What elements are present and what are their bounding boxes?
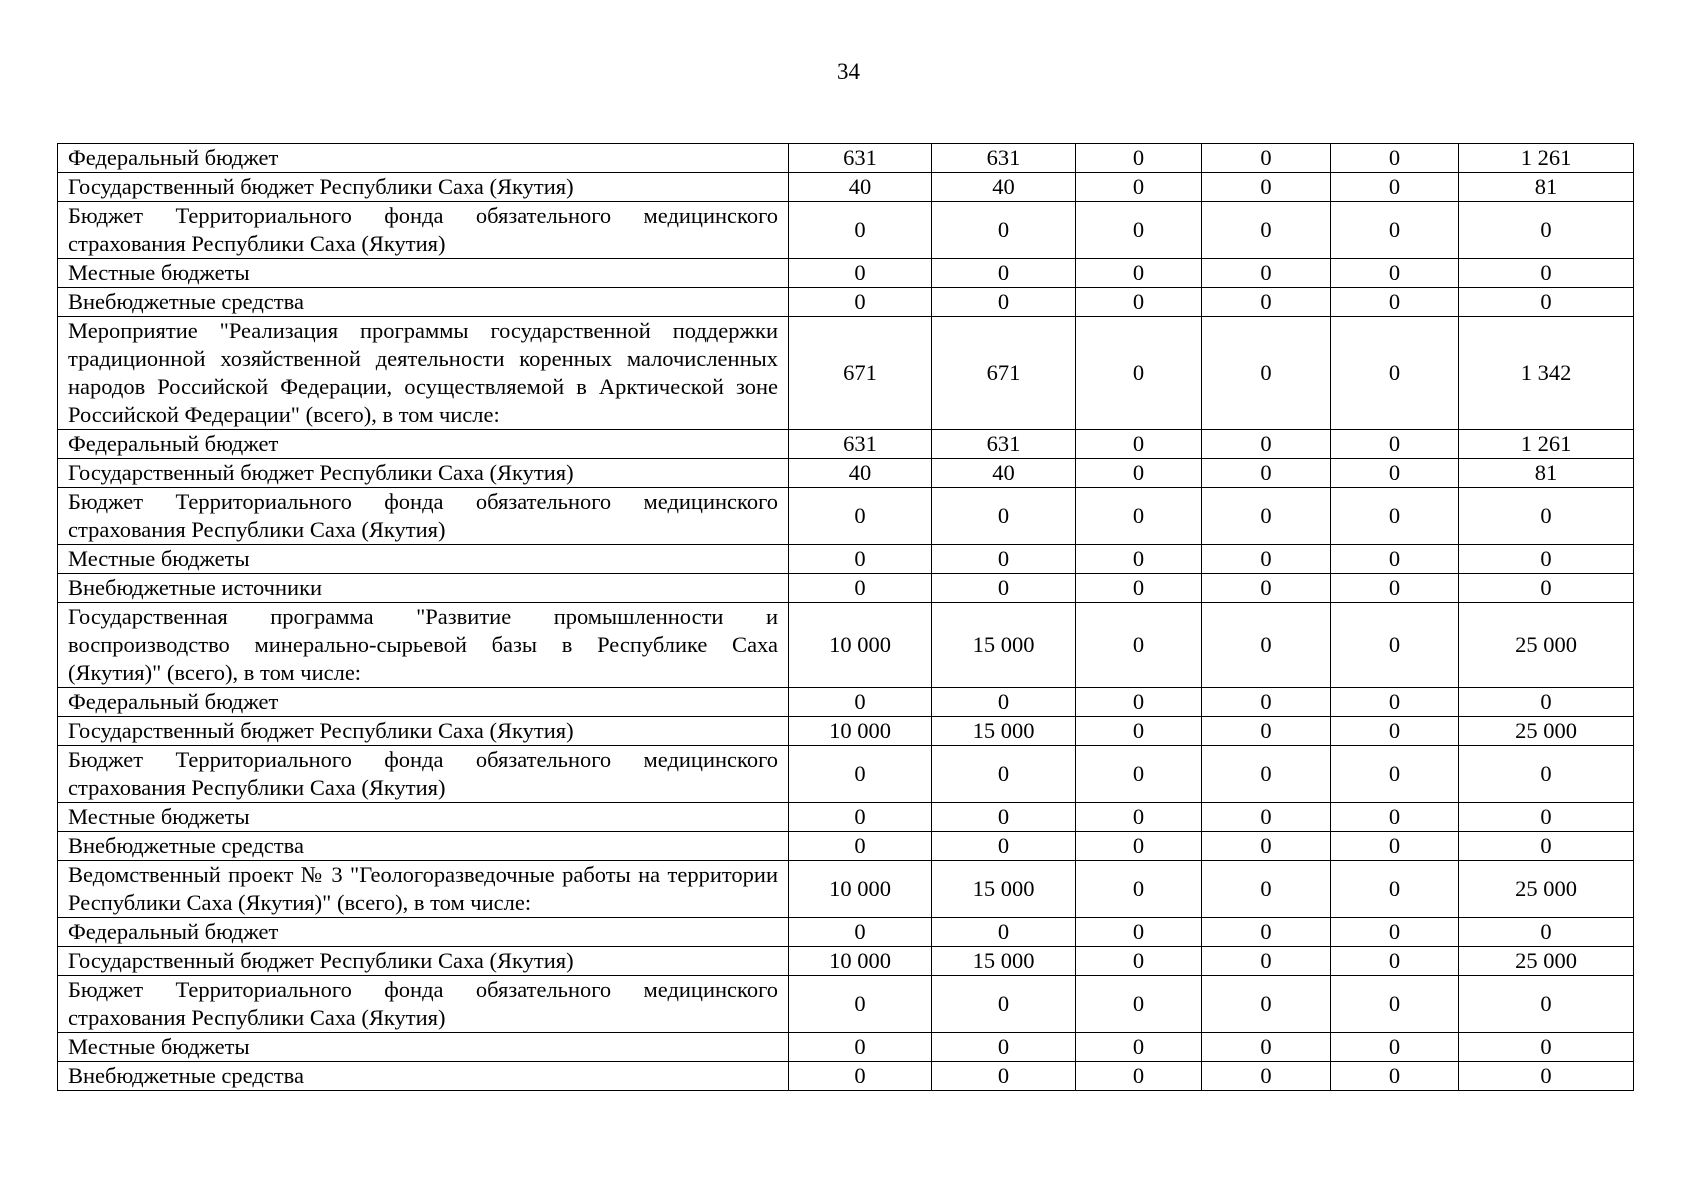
table-row xyxy=(58,202,1634,259)
value-cell: 0 xyxy=(932,574,1076,603)
table-row xyxy=(58,317,1634,430)
value-cell: 0 xyxy=(1076,144,1202,173)
value-cell: 0 xyxy=(1076,430,1202,459)
value-cell: 0 xyxy=(789,688,932,717)
value-cell: 0 xyxy=(1076,288,1202,317)
value-cell: 40 xyxy=(789,459,932,488)
value-cell: 0 xyxy=(1076,574,1202,603)
value-cell: 0 xyxy=(1202,717,1331,746)
value-cell: 0 xyxy=(789,545,932,574)
value-cell: 0 xyxy=(1202,976,1331,1033)
value-cell: 0 xyxy=(1331,259,1459,288)
value-cell: 0 xyxy=(1459,259,1634,288)
value-cell: 0 xyxy=(1331,288,1459,317)
value-cell: 25 000 xyxy=(1459,861,1634,918)
table-row xyxy=(58,803,1634,832)
value-cell: 0 xyxy=(1331,144,1459,173)
value-cell: 0 xyxy=(1202,488,1331,545)
value-cell: 0 xyxy=(1459,976,1634,1033)
value-cell: 0 xyxy=(1331,488,1459,545)
value-cell: 15 000 xyxy=(932,861,1076,918)
table-row xyxy=(58,459,1634,488)
value-cell: 0 xyxy=(1202,173,1331,202)
value-cell: 0 xyxy=(1331,430,1459,459)
value-cell: 0 xyxy=(1076,803,1202,832)
value-cell: 0 xyxy=(1076,688,1202,717)
table-row xyxy=(58,488,1634,545)
table-row xyxy=(58,144,1634,173)
table-row xyxy=(58,288,1634,317)
value-cell: 0 xyxy=(932,803,1076,832)
value-cell: 1 342 xyxy=(1459,317,1634,430)
row-label: Федеральный бюджет xyxy=(58,918,789,947)
row-label: Местные бюджеты xyxy=(58,1033,789,1062)
value-cell: 0 xyxy=(1202,1033,1331,1062)
budget-table xyxy=(57,143,1634,1091)
value-cell: 631 xyxy=(932,144,1076,173)
value-cell: 631 xyxy=(932,430,1076,459)
value-cell: 0 xyxy=(1459,574,1634,603)
value-cell: 1 261 xyxy=(1459,144,1634,173)
value-cell: 0 xyxy=(1331,1062,1459,1091)
value-cell: 0 xyxy=(1076,488,1202,545)
value-cell: 25 000 xyxy=(1459,603,1634,688)
value-cell: 0 xyxy=(1076,202,1202,259)
value-cell: 0 xyxy=(1331,861,1459,918)
value-cell: 0 xyxy=(789,803,932,832)
value-cell: 0 xyxy=(1202,288,1331,317)
table-row xyxy=(58,832,1634,861)
value-cell: 0 xyxy=(1202,574,1331,603)
value-cell: 0 xyxy=(1202,803,1331,832)
value-cell: 0 xyxy=(1076,603,1202,688)
value-cell: 15 000 xyxy=(932,947,1076,976)
value-cell: 0 xyxy=(1331,574,1459,603)
value-cell: 0 xyxy=(1202,688,1331,717)
value-cell: 40 xyxy=(932,459,1076,488)
value-cell: 0 xyxy=(1331,832,1459,861)
value-cell: 25 000 xyxy=(1459,947,1634,976)
value-cell: 10 000 xyxy=(789,861,932,918)
value-cell: 0 xyxy=(1459,202,1634,259)
value-cell: 0 xyxy=(789,918,932,947)
row-label: Государственный бюджет Республики Саха (Якутия) xyxy=(58,947,789,976)
row-label: Федеральный бюджет xyxy=(58,144,789,173)
value-cell: 0 xyxy=(1076,1062,1202,1091)
row-label: Федеральный бюджет xyxy=(58,688,789,717)
value-cell: 0 xyxy=(1076,459,1202,488)
row-label: Бюджет Территориального фонда обязательного медицинского страхования Республики Саха (Якутия) xyxy=(58,202,789,259)
value-cell: 0 xyxy=(1076,1033,1202,1062)
value-cell: 631 xyxy=(789,430,932,459)
value-cell: 0 xyxy=(789,746,932,803)
row-label: Внебюджетные средства xyxy=(58,832,789,861)
value-cell: 0 xyxy=(1459,688,1634,717)
value-cell: 0 xyxy=(932,202,1076,259)
row-label: Внебюджетные средства xyxy=(58,288,789,317)
value-cell: 0 xyxy=(1459,803,1634,832)
value-cell: 0 xyxy=(789,1062,932,1091)
value-cell: 1 261 xyxy=(1459,430,1634,459)
row-label: Местные бюджеты xyxy=(58,259,789,288)
table-row xyxy=(58,1062,1634,1091)
value-cell: 0 xyxy=(1076,832,1202,861)
value-cell: 0 xyxy=(1076,259,1202,288)
table-row xyxy=(58,688,1634,717)
value-cell: 0 xyxy=(932,918,1076,947)
value-cell: 81 xyxy=(1459,459,1634,488)
value-cell: 0 xyxy=(932,259,1076,288)
row-label: Государственный бюджет Республики Саха (Якутия) xyxy=(58,717,789,746)
value-cell: 0 xyxy=(1076,918,1202,947)
value-cell: 40 xyxy=(789,173,932,202)
table-row xyxy=(58,603,1634,688)
value-cell: 0 xyxy=(1331,717,1459,746)
table-row xyxy=(58,746,1634,803)
table-row xyxy=(58,259,1634,288)
value-cell: 0 xyxy=(1331,1033,1459,1062)
value-cell: 0 xyxy=(932,545,1076,574)
value-cell: 0 xyxy=(1331,173,1459,202)
value-cell: 0 xyxy=(1331,202,1459,259)
value-cell: 0 xyxy=(1202,918,1331,947)
value-cell: 0 xyxy=(1202,603,1331,688)
value-cell: 81 xyxy=(1459,173,1634,202)
value-cell: 0 xyxy=(1076,173,1202,202)
value-cell: 0 xyxy=(789,832,932,861)
value-cell: 0 xyxy=(1202,545,1331,574)
row-label: Федеральный бюджет xyxy=(58,430,789,459)
table-row xyxy=(58,861,1634,918)
value-cell: 0 xyxy=(1076,746,1202,803)
value-cell: 0 xyxy=(789,259,932,288)
value-cell: 0 xyxy=(789,488,932,545)
value-cell: 0 xyxy=(1076,545,1202,574)
value-cell: 0 xyxy=(1076,317,1202,430)
value-cell: 0 xyxy=(1202,832,1331,861)
row-label: Внебюджетные источники xyxy=(58,574,789,603)
value-cell: 0 xyxy=(1202,947,1331,976)
value-cell: 0 xyxy=(932,1033,1076,1062)
value-cell: 0 xyxy=(1202,746,1331,803)
value-cell: 10 000 xyxy=(789,947,932,976)
value-cell: 10 000 xyxy=(789,717,932,746)
value-cell: 0 xyxy=(1459,288,1634,317)
value-cell: 0 xyxy=(1202,1062,1331,1091)
row-label: Государственная программа "Развитие промышленности и воспроизводство минерально-сырьевой базы в Республике Саха (Якутия)" (всего), в том числе: xyxy=(58,603,789,688)
table-row xyxy=(58,976,1634,1033)
table-body xyxy=(58,144,1634,1091)
value-cell: 671 xyxy=(932,317,1076,430)
row-label: Местные бюджеты xyxy=(58,545,789,574)
table-row xyxy=(58,947,1634,976)
value-cell: 0 xyxy=(1331,746,1459,803)
table-row xyxy=(58,173,1634,202)
value-cell: 0 xyxy=(932,488,1076,545)
page-number: 34 xyxy=(837,59,860,84)
table-row xyxy=(58,1033,1634,1062)
table-row xyxy=(58,545,1634,574)
row-label: Мероприятие "Реализация программы государственной поддержки традиционной хозяйственной деятельности коренных малочисленных народов Российской Федерации, осуществляемой в Арктической зоне Российской Федерации" (всего), в том числе: xyxy=(58,317,789,430)
value-cell: 0 xyxy=(789,288,932,317)
value-cell: 0 xyxy=(1202,317,1331,430)
value-cell: 0 xyxy=(1331,976,1459,1033)
value-cell: 0 xyxy=(1331,918,1459,947)
value-cell: 0 xyxy=(932,746,1076,803)
row-label: Ведомственный проект № 3 "Геологоразведочные работы на территории Республики Саха (Якутия)" (всего), в том числе: xyxy=(58,861,789,918)
value-cell: 0 xyxy=(932,288,1076,317)
value-cell: 0 xyxy=(1331,803,1459,832)
value-cell: 0 xyxy=(1202,459,1331,488)
value-cell: 0 xyxy=(1076,976,1202,1033)
value-cell: 0 xyxy=(1202,259,1331,288)
value-cell: 0 xyxy=(1076,947,1202,976)
row-label: Внебюджетные средства xyxy=(58,1062,789,1091)
value-cell: 10 000 xyxy=(789,603,932,688)
value-cell: 0 xyxy=(789,1033,932,1062)
value-cell: 0 xyxy=(932,832,1076,861)
value-cell: 0 xyxy=(1202,861,1331,918)
row-label: Бюджет Территориального фонда обязательного медицинского страхования Республики Саха (Якутия) xyxy=(58,488,789,545)
value-cell: 0 xyxy=(789,574,932,603)
value-cell: 0 xyxy=(932,688,1076,717)
value-cell: 671 xyxy=(789,317,932,430)
value-cell: 0 xyxy=(1331,688,1459,717)
value-cell: 631 xyxy=(789,144,932,173)
table-row xyxy=(58,918,1634,947)
value-cell: 0 xyxy=(1331,459,1459,488)
value-cell: 0 xyxy=(1459,746,1634,803)
value-cell: 0 xyxy=(1459,832,1634,861)
value-cell: 0 xyxy=(789,976,932,1033)
table-row xyxy=(58,430,1634,459)
value-cell: 0 xyxy=(1459,545,1634,574)
value-cell: 0 xyxy=(1331,947,1459,976)
value-cell: 0 xyxy=(932,976,1076,1033)
row-label: Бюджет Территориального фонда обязательного медицинского страхования Республики Саха (Якутия) xyxy=(58,976,789,1033)
value-cell: 15 000 xyxy=(932,603,1076,688)
table-row xyxy=(58,574,1634,603)
value-cell: 0 xyxy=(1459,1033,1634,1062)
value-cell: 15 000 xyxy=(932,717,1076,746)
row-label: Государственный бюджет Республики Саха (Якутия) xyxy=(58,173,789,202)
value-cell: 0 xyxy=(789,202,932,259)
value-cell: 40 xyxy=(932,173,1076,202)
value-cell: 0 xyxy=(1331,317,1459,430)
value-cell: 0 xyxy=(1076,861,1202,918)
value-cell: 0 xyxy=(932,1062,1076,1091)
value-cell: 0 xyxy=(1202,430,1331,459)
value-cell: 0 xyxy=(1202,144,1331,173)
value-cell: 0 xyxy=(1331,545,1459,574)
value-cell: 0 xyxy=(1076,717,1202,746)
row-label: Местные бюджеты xyxy=(58,803,789,832)
value-cell: 0 xyxy=(1331,603,1459,688)
value-cell: 0 xyxy=(1459,918,1634,947)
value-cell: 0 xyxy=(1459,488,1634,545)
row-label: Государственный бюджет Республики Саха (Якутия) xyxy=(58,459,789,488)
row-label: Бюджет Территориального фонда обязательного медицинского страхования Республики Саха (Якутия) xyxy=(58,746,789,803)
value-cell: 0 xyxy=(1459,1062,1634,1091)
value-cell: 0 xyxy=(1202,202,1331,259)
table-row xyxy=(58,717,1634,746)
value-cell: 25 000 xyxy=(1459,717,1634,746)
